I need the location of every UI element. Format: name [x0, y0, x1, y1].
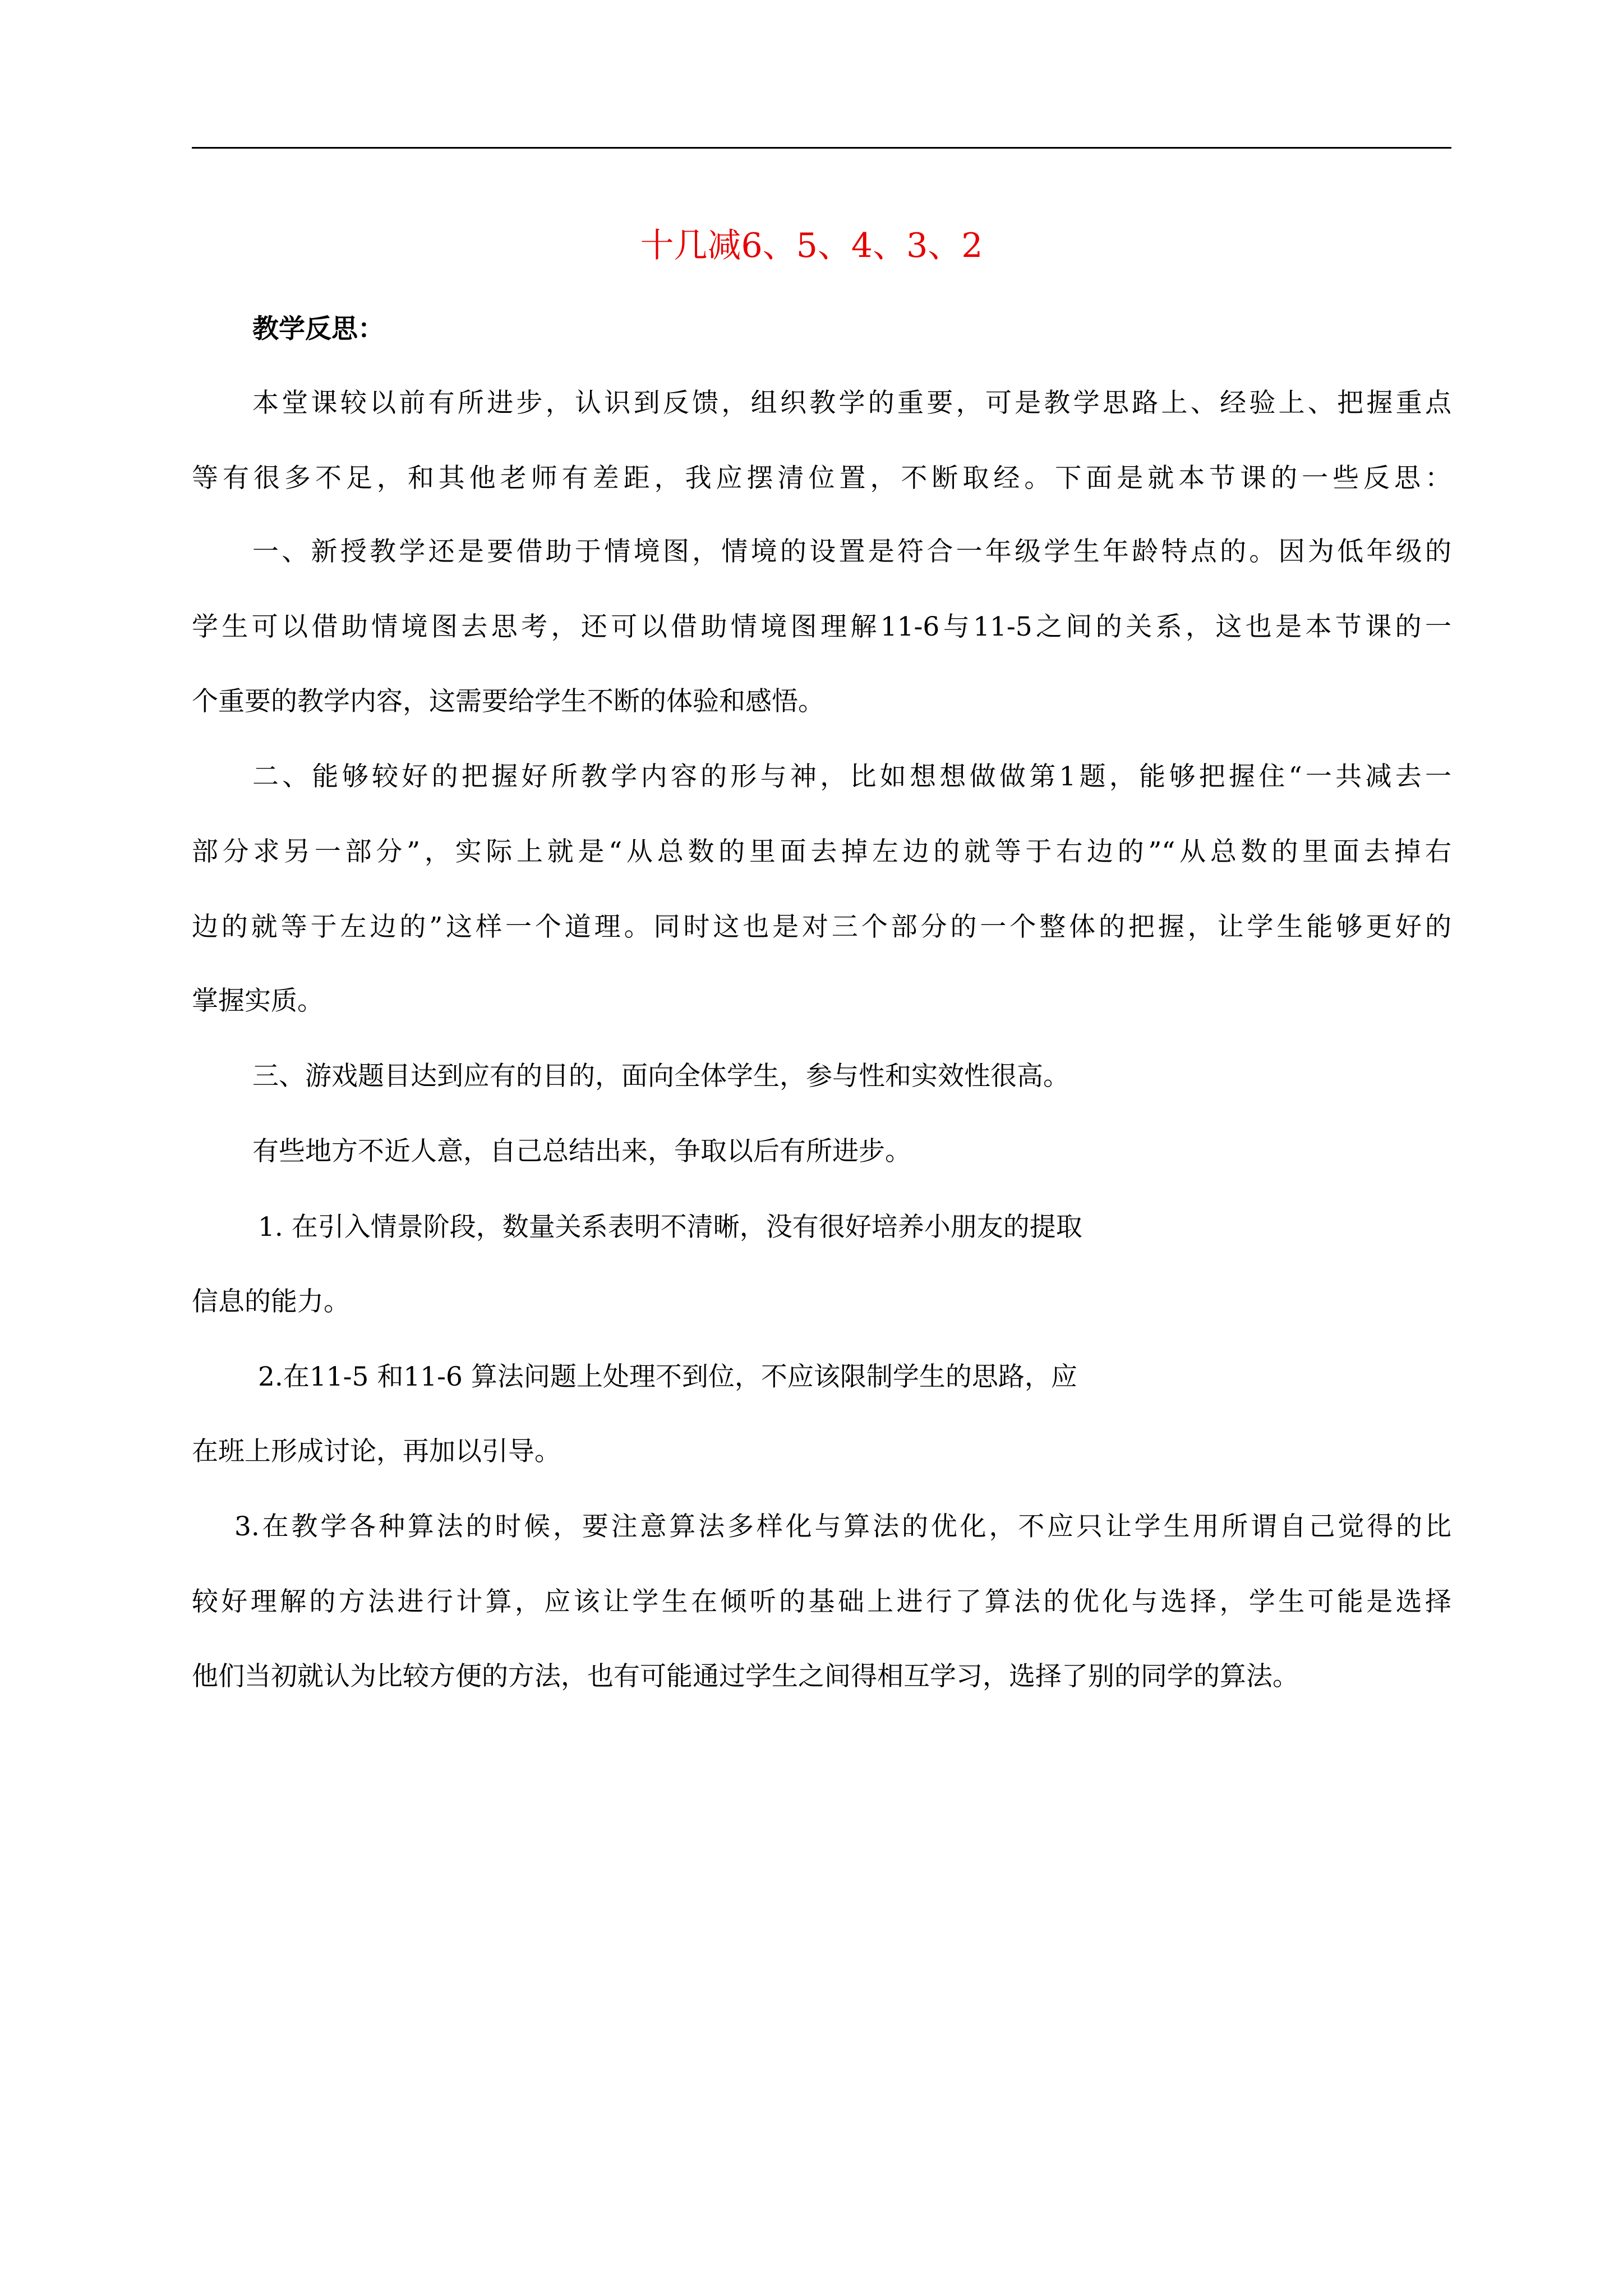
list-item-line: 2.在11-5 和11-6 算法问题上处理不到位，不应该限制学生的思路，应	[258, 1361, 1077, 1392]
paragraph-line: 一、新授教学还是要借助于情境图，情境的设置是符合一年级学生年龄特点的。因为低年级的	[252, 536, 1451, 567]
paragraph-line: 学生可以借助情境图去思考，还可以借助情境图理解11-6与11-5之间的关系，这也是本节课的一	[192, 611, 1451, 642]
paragraph-line: 个重要的教学内容，这需要给学生不断的体验和感悟。	[192, 686, 824, 717]
paragraph-line: 本堂课较以前有所进步，认识到反馈，组织教学的重要，可是教学思路上、经验上、把握重点	[252, 388, 1451, 418]
list-item-line: 信息的能力。	[192, 1286, 350, 1317]
paragraph-line: 有些地方不近人意，自己总结出来，争取以后有所进步。	[252, 1136, 911, 1167]
list-item-line: 较好理解的方法进行计算，应该让学生在倾听的基础上进行了算法的优化与选择，学生可能是选择	[192, 1586, 1451, 1617]
header-rule	[192, 147, 1451, 149]
paragraph-line: 三、游戏题目达到应有的目的，面向全体学生，参与性和实效性很高。	[252, 1061, 1069, 1092]
paragraph-line: 等有很多不足，和其他老师有差距，我应摆清位置，不断取经。下面是就本节课的一些反思：	[192, 463, 1451, 494]
list-item-line: 3.在教学各种算法的时候，要注意算法多样化与算法的优化，不应只让学生用所谓自己觉得的比	[234, 1511, 1451, 1542]
paragraph-line: 部分求另一部分”，实际上就是“从总数的里面去掉左边的就等于右边的”“从总数的里面去掉右	[192, 836, 1451, 867]
paragraph-line: 边的就等于左边的”这样一个道理。同时这也是对三个部分的一个整体的把握，让学生能够更好的	[192, 912, 1451, 942]
list-item-line: 他们当初就认为比较方便的方法，也有可能通过学生之间得相互学习，选择了别的同学的算法。	[192, 1661, 1299, 1692]
list-item-line: 1. 在引入情景阶段，数量关系表明不清晰，没有很好培养小朋友的提取	[258, 1212, 1082, 1243]
reflection-heading: 教学反思：	[252, 314, 384, 344]
list-item-line: 在班上形成讨论，再加以引导。	[192, 1436, 561, 1467]
paragraph-line: 掌握实质。	[192, 986, 324, 1016]
paragraph-line: 二、能够较好的把握好所教学内容的形与神，比如想想做做第1题，能够把握住“一共减去一	[252, 761, 1451, 792]
document-title: 十几减6、5、4、3、2	[640, 226, 983, 265]
